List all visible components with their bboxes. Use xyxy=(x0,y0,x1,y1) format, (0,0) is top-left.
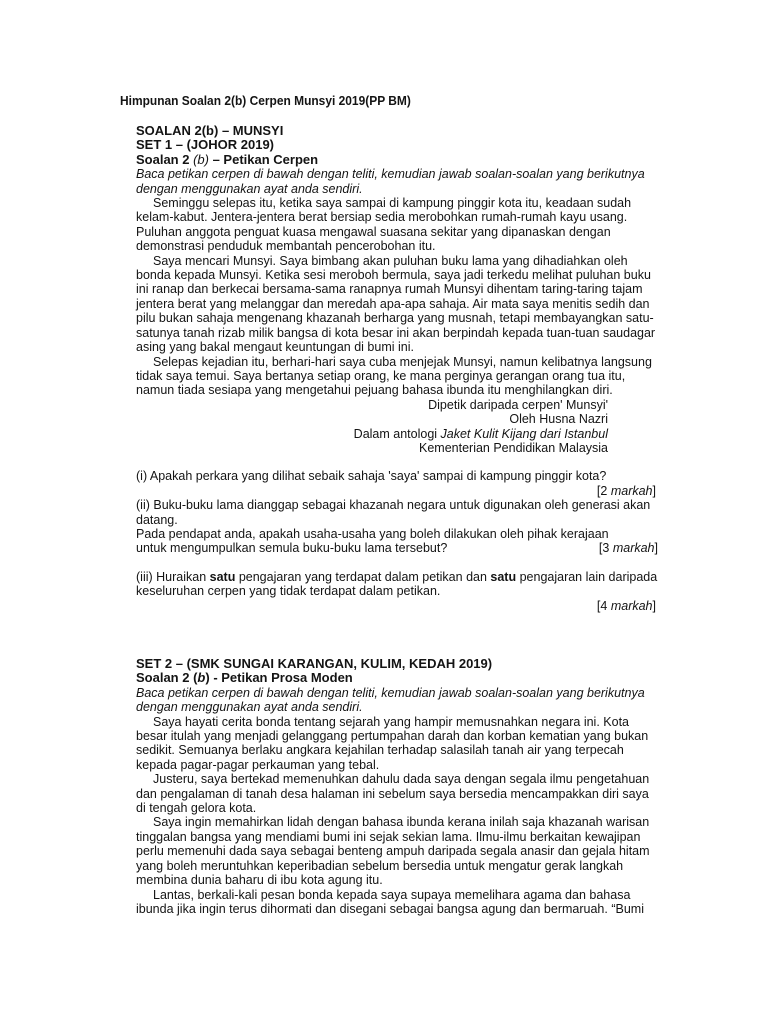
question-1: (i) Apakah perkara yang dilihat sebaik sahaja 'saya' sampai di kampung pinggir kota? xyxy=(136,469,607,484)
soalan-heading: SOALAN 2(b) – MUNSYI xyxy=(136,123,284,138)
credit-line: Oleh Husna Nazri xyxy=(509,412,608,427)
set2-soalan-title: Soalan 2 (b) - Petikan Prosa Moden xyxy=(136,670,353,686)
set2-paragraph-1: Saya hayati cerita bonda tentang sejarah yang hampir memusnahkan negara ini. Kota besar itulah yang menjadi gelanggang pertumpahan darah dan korban kematian yang bukan sedikit. Semuanya berlaku angkara kejahilan terhadap salasilah tanah air yang terpecah kepada pagar-pagar perkauman yang tebal. xyxy=(136,714,649,772)
set2-heading: SET 2 – (SMK SUNGAI KARANGAN, KULIM, KEDAH 2019) xyxy=(136,656,493,671)
question-3: (iii) Huraikan satu pengajaran yang terdapat dalam petikan dan satu pengajaran lain daripada keseluruhan cerpen yang tidak terdapat dalam petikan. xyxy=(136,569,658,599)
credit-line: Kementerian Pendidikan Malaysia xyxy=(419,440,608,455)
set2-section xyxy=(136,657,658,916)
question-2-marks: [3 markah] xyxy=(598,541,658,556)
set2-paragraph-2: Justeru, saya bertekad memenuhkan dahulu dada saya dengan segala ilmu pengetahuan dan pengalaman di tanah desa halaman ini sebelum saya bersedia mencampakkan diri saya di tengah gelora kota. xyxy=(136,772,650,816)
set2-paragraph-3: Saya ingin memahirkan lidah dengan bahasa ibunda kerana inilah saja khazanah warisan tinggalan bangsa yang mendiami bumi ini sejak sekian lama. Ilmu-ilmu berkaitan kewajipan perlu memenuhi dada saya sebagai benteng ampuh daripada segala anasir dan gejala hitam yang boleh meruntuhkan keperibadian sebelum bersedia untuk mengatur gerak langkah membina dunia baharu di ibu kota agung itu. xyxy=(136,815,650,888)
question-2-prompt: Pada pendapat anda, apakah usaha-usaha yang boleh dilakukan oleh pihak kerajaan xyxy=(136,526,609,541)
set1-instruction: Baca petikan cerpen di bawah dengan teliti, kemudian jawab soalan-soalan yang berikutnya dengan menggunakan ayat anda sendiri. xyxy=(136,167,645,196)
question-1-marks: [2 markah] xyxy=(596,483,656,498)
question-3-marks: [4 markah] xyxy=(596,598,656,613)
document-title: Himpunan Soalan 2(b) Cerpen Munsyi 2019(PP BM) xyxy=(120,93,411,108)
set1-soalan-title: Soalan 2 (b) – Petikan Cerpen xyxy=(136,151,319,167)
set1-heading: SET 1 – (JOHOR 2019) xyxy=(136,137,274,153)
set1-paragraph-1: Seminggu selepas itu, ketika saya sampai di kampung pinggir kota itu, keadaan sudah kelam-kabut. Jentera-jentera berat bersiap sedia merobohkan rumah-rumah kayu usang. Puluhan anggota penguat kuasa mengawal suasana sekitar yang dipanaskan dengan demonstrasi penduduk membantah pencerobohan itu. xyxy=(136,196,632,254)
set2-paragraph-4: Lantas, berkali-kali pesan bonda kepada saya supaya memelihara agama dan bahasa ibunda jika ingin terus dihormati dan disegani sebagai bangsa agung dan bermaruah. “Bumi xyxy=(136,887,644,916)
set2-instruction: Baca petikan cerpen di bawah dengan teliti, kemudian jawab soalan-soalan yang berikutnya dengan menggunakan ayat anda sendiri. xyxy=(136,685,645,715)
set1-paragraph-3: Selepas kejadian itu, berhari-hari saya cuba menjejak Munsyi, namun kelibatnya langsung tidak saya temui. Saya bertanya setiap orang, ke mana perginya gerangan orang tua itu, namun tiada sesiapa yang mengetahui pejuang bahasa ibunda itu menghilangkan diri. xyxy=(136,354,652,398)
credit-line: Dalam antologi Jaket Kulit Kijang dari Istanbul xyxy=(353,426,608,441)
question-2-prompt-line2: untuk mengumpulkan semula buku-buku lama tersebut? [3 markah] xyxy=(136,541,658,556)
question-2: (ii) Buku-buku lama dianggap sebagai khazanah negara untuk digunakan oleh generasi akan datang. xyxy=(136,498,651,527)
credit-line: Dipetik daripada cerpen' Munsyi' xyxy=(428,397,608,412)
set1-section xyxy=(136,124,658,613)
source-credit xyxy=(136,398,658,456)
set1-paragraph-2: Saya mencari Munsyi. Saya bimbang akan puluhan buku lama yang dihadiahkan oleh bonda kepada Munsyi. Ketika sesi meroboh bermula, saya jadi terkedu melihat puluhan buku ini ranap dan berkecai bersama-sama ranapnya rumah Munsyi dihentam taring-taring tajam jentera berat yang melanggar dan meredah apa-apa sahaja. Air mata saya menitis sedih dan pilu bukan sahaja mengenang khazanah berharga yang musnah, tetapi membayangkan satu-satunya tanah rizab milik bangsa di kota besar ini akan berpindah kepada tuan-tuan saudagar asing yang bakal mengaut keuntungan di bumi ini. xyxy=(136,253,656,355)
